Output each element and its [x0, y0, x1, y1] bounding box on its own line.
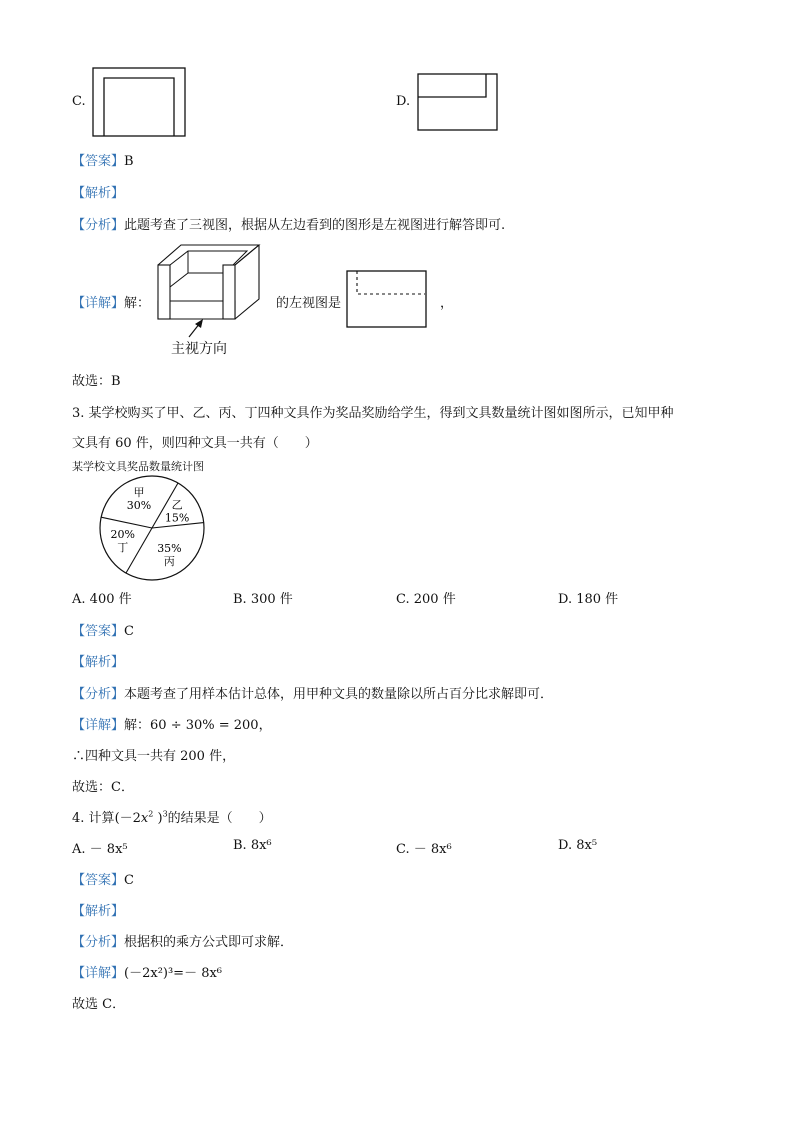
q4-conclusion: 故选 C．: [72, 997, 126, 1012]
q4-xiangjie: 【详解】(－2x²)³=－ 8x⁶: [72, 966, 223, 981]
option-c-figure: [92, 66, 188, 140]
q4-analysis-tag: 【解析】: [72, 904, 125, 919]
q4-option-c: C. － 8x⁶: [396, 842, 452, 857]
q4-fenxi: 【分析】根据积的乘方公式即可求解．: [72, 935, 294, 950]
q4-answer: 【答案】C: [72, 873, 134, 888]
pie-value-label: 15%: [164, 511, 190, 525]
q4-option-a: A. － 8x⁵: [72, 842, 128, 857]
pie-category-label: 丙: [163, 554, 175, 568]
view-direction-arrow-icon: [186, 318, 206, 340]
q3-option-c: C. 200 件: [396, 592, 456, 607]
q3-option-a: A. 400 件: [72, 592, 132, 607]
q3-fenxi: 【分析】本题考查了用样本估计总体，用甲种文具的数量除以所占百分比求解即可．: [72, 687, 554, 702]
q4-stem: 4. 计算($-2x^2$ )$^3$的结果是（ ）: [72, 809, 272, 826]
q2-xiangjie: 【详解】解：: [72, 296, 151, 311]
pie-value-label: 35%: [157, 541, 182, 555]
option-d-figure: [417, 73, 499, 133]
q3-therefore: ∴四种文具一共有 200 件，: [72, 749, 236, 764]
pie-value-label: 30%: [126, 498, 152, 512]
q3-option-b: B. 300 件: [233, 592, 293, 607]
q2-answer: 【答案】B: [72, 154, 134, 169]
q2-solid-figure: [155, 243, 265, 323]
q2-xiangjie-mid: 的左视图是: [276, 296, 342, 311]
q3-xiangjie: 【详解】解：60 ÷ 30% = 200，: [72, 718, 272, 733]
pie-chart: [96, 472, 208, 584]
option-c-label: C.: [72, 94, 86, 109]
chart-title: 某学校文具奖品数量统计图: [72, 460, 204, 473]
q4-option-b: B. 8x⁶: [233, 838, 272, 853]
q3-answer: 【答案】C: [72, 624, 134, 639]
pie-category-label: 甲: [133, 485, 145, 499]
q2-xiangjie-end: ，: [440, 296, 454, 311]
q3-analysis-tag: 【解析】: [72, 655, 125, 670]
q3-stem-line2: 文具有 60 件，则四种文具一共有（ ）: [72, 436, 318, 451]
q3-conclusion: 故选：C．: [72, 780, 134, 795]
q2-arrow-caption: 主视方向: [171, 341, 227, 357]
option-d-label: D.: [396, 94, 411, 109]
q2-conclusion: 故选：B: [72, 374, 121, 389]
q2-left-view-figure: [346, 270, 428, 330]
q3-stem-line1: 3. 某学校购买了甲、乙、丙、丁四种文具作为奖品奖励给学生，得到文具数量统计图如图所示，已知甲种: [72, 406, 674, 421]
q2-fenxi: 【分析】此题考查了三视图，根据从左边看到的图形是左视图进行解答即可.: [72, 218, 506, 233]
pie-value-label: 20%: [110, 528, 135, 542]
q3-option-d: D. 180 件: [558, 592, 619, 607]
q4-option-d: D. 8x⁵: [558, 838, 598, 853]
pie-category-label: 乙: [171, 498, 183, 512]
pie-category-label: 丁: [117, 541, 129, 555]
q2-analysis-tag: 【解析】: [72, 186, 125, 201]
